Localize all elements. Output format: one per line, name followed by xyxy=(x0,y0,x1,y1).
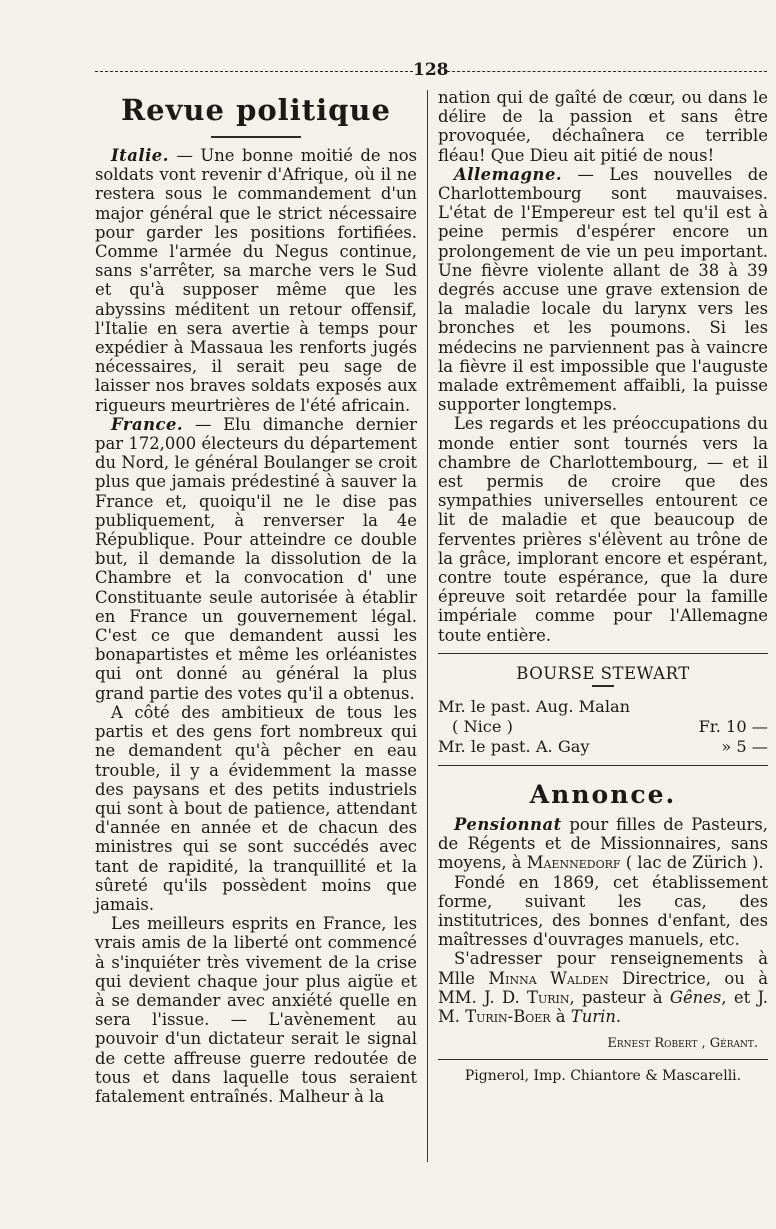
bourse-rule xyxy=(592,685,614,687)
city-genes: Gênes xyxy=(669,987,722,1007)
page-header xyxy=(95,60,767,80)
bourse-donor-1: Mr. le past. Aug. Malan xyxy=(438,696,631,716)
gerant-signature: Ernest Robert , Gérant. xyxy=(607,1036,758,1052)
section-title: Revue politique xyxy=(121,93,391,127)
section-separator xyxy=(438,653,768,654)
allemagne-text: — Les nouvelles de Charlottembourg sont mauvaises. L'état de l'Empereur est tel qu'il est à peine permis d'espérer encore un prolongement de vie un peu important. Une fièvre violente allant de 38 à 39 degrés accuse une grave extension de la maladie locale du larynx vers les bronches et les poumons. Si les médecins ne parviennent pas à vaincre la fièvre il est impossible que l'auguste malade extrêmement affaibli, la puisse supporter longtemps. xyxy=(438,164,768,415)
france-paragraph xyxy=(95,415,417,703)
italie-text: — Une bonne moitié de nos soldats vont revenir d'Afrique, où il ne restera sous le commandement d'un major général que le strict nécessaire pour garder les positions fortifiées. Comme l'armée du Negus continue, sans s'arrêter, sa marche vers le Sud et qu'à supposer même que les abyssins méditent un retour offensif, l'Italie en sera avertie à temps pour expédier à Massaua les renforts jugés nécessaires, il serait peu sage de laisser nos braves soldats exposés aux rigueurs meurtrières de l'été africain. xyxy=(95,146,417,415)
annonce-text-3d: , et J. M. xyxy=(438,987,768,1026)
name-minna-walden: Minna Walden xyxy=(488,968,609,988)
bourse-amount-1: Fr. 10 — xyxy=(698,716,768,736)
bourse-row-1 xyxy=(438,697,768,717)
bourse-separator xyxy=(438,765,768,766)
france-text: — Elu dimanche dernier par 172,000 électeurs du département du Nord, le général Boulanger se croit plus que jamais prédestiné à sauver la France et, quoiqu'il ne le dise pas publiquement, à renverser la 4e République. Pour atteindre ce double but, il demande la dissolution de la Chambre et la convocation d' une Constituante seule autorisée à établir en France un gouvernement légal. C'est ce que demandent aussi les bonapartistes et même les orléanistes qui ont donné au général la plus grand partie des votes qu'il a obtenus. xyxy=(95,414,417,703)
paragraph-nation: nation qui de gaîté de cœur, ou dans le délire de la passion et sans être provoquée, déchaînera ce terrible fléau! Que Dieu ait pitié de nous! xyxy=(438,88,768,165)
city-turin: Turin xyxy=(570,1006,616,1026)
annonce-text-3a: S'adresser pour renseignements à Mlle xyxy=(438,949,768,988)
bourse-row-2 xyxy=(438,717,768,737)
paragraph-ambitieux: A côté des ambitieux de tous les partis et des gens fort nombreux qui ne demandent qu'à pêcher en eau trouble, il y a évidemment la masse des paysans et des petits industriels qui sont à bout de patience, attendant d'année en année et de chacun des ministres qui se sont succédés avec tant de rapidité, la tranquillité et la sûreté qu'ils possèdent moins que jamais. xyxy=(95,702,417,914)
allemagne-label: Allemagne. xyxy=(454,164,563,184)
pensionnat-label: Pensionnat xyxy=(454,814,562,834)
printer-imprint: Pignerol, Imp. Chiantore & Mascarelli. xyxy=(464,1068,742,1085)
bourse-place-1: ( Nice ) xyxy=(452,716,513,736)
imprint-separator xyxy=(438,1059,768,1060)
annonce-text-3f: . xyxy=(615,1006,622,1026)
bourse-amount-2: » 5 — xyxy=(721,736,768,756)
italie-label: Italie. xyxy=(111,146,169,165)
paragraph-meilleurs-esprits: Les meilleurs esprits en France, les vrais amis de la liberté ont commencé à s'inquiéter très vivement de la crise qui devient chaque jour plus aigüe et à se demander avec anxiété quelle en sera l'issue. — L'avènement au pouvoir d'un dictateur serait le signal de cette affreuse guerre redoutée de tous et dans laquelle tous seraient fatalement entraînés. Malheur à la xyxy=(95,914,417,1106)
bourse-title: BOURSE STEWART xyxy=(516,663,690,683)
annonce-paragraph-3 xyxy=(438,949,768,1026)
place-maennedorf: Maennedorf xyxy=(526,853,621,873)
annonce-paragraph-2: Fondé en 1869, cet établissement forme, suivant les cas, des institutrices, des bonnes d'enfant, des maîtresses d'ouvrages manuels, etc. xyxy=(438,872,768,950)
italie-paragraph xyxy=(95,146,417,415)
annonce-paragraph-1 xyxy=(438,815,768,873)
paragraph-regards: Les regards et les préoccupations du monde entier sont tournés vers la chambre de Charlottembourg, — et il est permis de croire que des sympathies universelles entourent ce lit de maladie et que beaucoup de ferventes prières s'élèvent au trône de la grâce, implorant encore et espérant, contre toute espérance, que la dure épreuve soit retardée pour la famille impériale comme pour l'Allemagne toute entière. xyxy=(438,414,768,645)
annonce-text-3e: à xyxy=(550,1006,571,1026)
name-turin: Turin xyxy=(527,987,570,1007)
annonce-title: Annonce. xyxy=(529,779,677,809)
title-rule xyxy=(211,136,301,138)
header-rule-right xyxy=(447,71,767,72)
france-label: France. xyxy=(111,414,184,434)
right-column xyxy=(438,88,768,1084)
page-number: 128 xyxy=(413,60,449,80)
bourse-donor-2: Mr. le past. A. Gay xyxy=(438,736,590,756)
header-rule-left xyxy=(95,71,413,72)
annonce-text-3c: , pasteur à xyxy=(569,987,670,1007)
annonce-text-1-end: ( lac de Zürich ). xyxy=(620,853,764,873)
left-column xyxy=(95,88,417,1106)
annonce-text-1: pour filles de Pasteurs, de Régents et de Missionnaires, sans moyens, à xyxy=(438,814,768,873)
bourse-row-3 xyxy=(438,737,768,757)
name-turin-boer: Turin-Boer xyxy=(465,1006,551,1026)
column-divider xyxy=(427,90,428,1162)
allemagne-paragraph xyxy=(438,165,768,415)
annonce-text-3b: Directrice, ou à MM. J. D. xyxy=(438,968,768,1007)
